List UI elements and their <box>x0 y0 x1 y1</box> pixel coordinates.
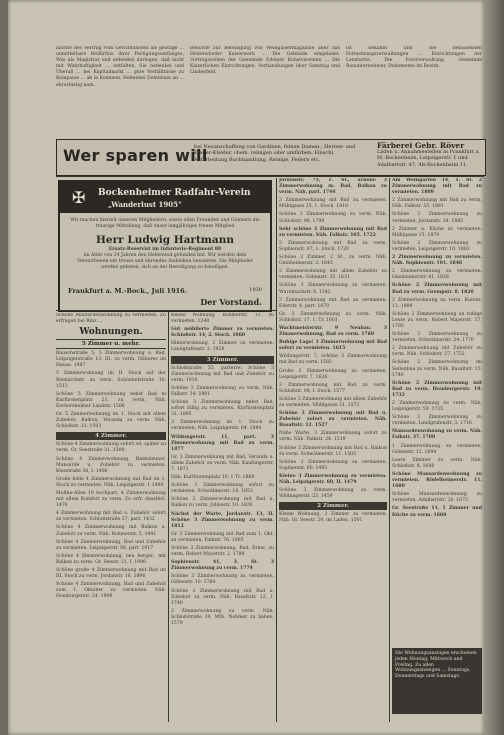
list-item: Schöne 2 Zimmerwohnung mit Bad zu verm. Grempstr. 8. 1820 <box>392 283 482 295</box>
banner-firm-block <box>377 143 481 168</box>
housing-column-3 <box>279 178 387 723</box>
banner-title: Wer sparen will <box>63 146 208 165</box>
banner-ad <box>56 139 486 176</box>
list-item: Wildungerstr. 11, part. 3 Zimmerwohnung mit Bad zu verm. 1877 <box>171 434 274 452</box>
list-item: Sehr schöne 3 Zimmerwohnung mit Bad zu vermieten. Näh. Falkstr. 105. 1722 <box>279 226 387 238</box>
subsection-4-rooms: 4 Zimmer. <box>56 432 166 440</box>
list-item: Mansardenwohnung zu verm. Näh. Falkstr. 37. 1700 <box>392 429 482 441</box>
list-item: Schöne 3 Zimmerwohnung zu vermieten. Sophienstr. 60. 1495 <box>279 459 387 471</box>
list-item: 2 Zimmerwohnung mit Zubehör zu verm. Näh. Schloßstr. 27. 1752 <box>392 346 482 358</box>
list-item: Schöne 3 Zimmerwohnung nebst Bad, sofort billig zu vermieten. Kurfürstenplatz 31. 1895 <box>171 400 274 418</box>
list-item: Gr. Seestraße 11, 1 Zimmer und Küche zu verm. 1660 <box>392 506 482 518</box>
list-item: 3 Zimmerwohnung im 1. Stock zu vermieten. Näh. Leipzigerstr. 64. 1884 <box>171 420 274 432</box>
list-item: Große helle 4 Zimmerwohnung mit Bad im 1. Stock zu vermieten. Näh. Leipzigerstr. 1 1490 <box>56 476 166 488</box>
list-item: Näh. Kurfürstenplatz 10, 1 Tr. 1868 <box>171 475 255 481</box>
subsection-2-rooms: 2 Zimmer. <box>279 502 387 510</box>
list-item: Schöne 5 Zimmerwohnung nebst Bad in Kurfürstenplatz 21, zu verm. Näh. Eschersheimer Landstr. 1506 <box>56 391 166 409</box>
list-item: Nächst der Warte, Jordanstr. 13, II. Schöne 3 Zimmerwohnung zu verm. 1812 <box>171 511 274 529</box>
list-item: 2 Zimmerwohnung zu vermieten. Ginnheimerstr. 41. 1836 <box>392 269 482 281</box>
list-item: Am Weingarten 14, 1. St. 2 Zimmerwohnung mit Bad zu vermieten. 1889 <box>392 178 482 196</box>
club-obituary-ad <box>58 180 272 312</box>
list-item: Schöne Mansardenwohnung zu vermieten. Rödelheimerstr. 11. 1680 <box>392 471 482 490</box>
list-item: Wachtmeisterstr. 9 Neubau. 3 Zimmerwohnung, Bad zu verm. 1760 <box>279 325 387 338</box>
list-item: Schloßstraße 55, parterre. Schöne 3 Zimmerwohnung mit Bad und Zubehör zu verm. 1910 <box>171 365 274 383</box>
housing-column-4 <box>392 178 482 646</box>
club-ad-deceased-name: Herr Ludwig Hartmann <box>96 234 234 247</box>
list-item: 3 Zimmerwohnung mit Bad zu verm. Sophienstr. 97, 1. Stock. 1720 <box>279 240 387 252</box>
list-item: Schöne 4 Zimmerwohnung, Bad und Zubehör zum 1. Oktober zu vermieten. Näh. Homburgerstr. 24. 1908 <box>56 582 166 600</box>
horizontal-rule <box>56 310 276 311</box>
section-title-wohnungen: Wohnungen. <box>79 327 143 338</box>
club-ad-signature-block <box>68 287 262 307</box>
banner-firm-name: Färberei Gebr. Röver <box>377 141 465 150</box>
page-edge-shadow <box>484 0 504 735</box>
list-item: Bauschstraße 5, 5 Zimmerwohnung u. Bad. Leipzigerstraße 13, III. zu verm. Näheres im Hause. 1487 <box>56 351 166 369</box>
club-ad-body <box>68 218 262 272</box>
list-item: Schöne 4 Zimmerwohnung sofort od. später zu verm. Gr. Seestraße 31. 1508 <box>56 442 166 454</box>
list-item: 1 Zimmerwohnung zu vermieten. Göbenstr. 12. 1694 <box>392 443 482 455</box>
list-item: Ruhige Lage! 3 Zimmerwohnung mit Bad sofort zu vermieten. 1615 <box>279 340 387 352</box>
list-item: Gr. 3 Zimmerwohnung mit Bad zum 1. Okt. zu vermieten. Falkstr. 76. 1805 <box>171 531 274 543</box>
list-item: Schöne Manfardenwohnung zu vermieten. Zu erfragen bei Rinz ... <box>56 313 166 325</box>
list-item: Schöne 3 Zimmerwohnung zu vermieten. Göbenstr. 10. 1764 <box>171 574 274 586</box>
list-item: Schöne 3 Zimmerwohnung mit Bad u. Balkon zu verm. Schwälmerstr. 11. 1503 <box>279 445 387 457</box>
list-item: Schöne 4 Zimmerwohnung, Bad und Zubehör zu vermieten. Leipzigerstr. 88, part. 1917 <box>56 539 166 551</box>
list-item: Jordanstr. 75, 1. St., schöne 3 Zimmerwohnung m. Bad, Balkon zu verm. Näh. part. 1744 <box>279 178 387 196</box>
list-item: Schöne 2 Zimmerwohnung zu vermieten. Schwälmerstr. 24. 1770 <box>392 332 482 344</box>
list-item: 5 Zimmerwohnung im II. Stock auf der Bismarckstr. zu verm. Schönhofstraße 10. 1513 <box>56 371 166 389</box>
column-rule <box>389 178 390 722</box>
list-item: Gut möblierte Zimmer zu vermieten. Schloßstr. 14, 2. Stock. 1860 <box>171 327 274 339</box>
list-item: Schöne 3 Zimmerwohnung zu vermieten. Wurmbachstr. 8. 1542 <box>279 283 387 295</box>
list-item: Nahe Warte. 3 Zimmerwohnung sofort zu verm. Näh. Falkstr. 24. 1519 <box>279 431 387 443</box>
list-item: Schöne 2 Zimmerwohnung an ruhige Leute zu verm. Robert Mayerstr. 37. 1795 <box>392 311 482 329</box>
club-ad-subtitle: „Wanderlust 1905“ <box>108 200 183 209</box>
list-item: 3 Zimmerwohnung zu verm. Näh. Schloßstraße 39, Mtb. Nohmer zu haben. 1579 <box>171 608 274 627</box>
list-item: Leere Zimmer zu verm. Näh. Schloßstr. 8. 1688 <box>392 457 482 469</box>
subsection-3-rooms: 3 Zimmer. <box>171 356 274 364</box>
list-item: 3 Zimmerwohnung mit Bad zu vermieten. Mühlgasse 25, 1. Stock. 1810 <box>279 198 387 210</box>
list-item: 3 Zimmerwohnung mit allem Zubehör zu vermieten. Göbenstr. 35. 1631 <box>279 269 387 281</box>
list-item: Kleine 3 Zimmerwohnung zu vermieten. Näh. Leipzigerstr. 60, II. 1479 <box>279 473 387 486</box>
list-item: 3 Zimmerwohnung mit Bad zu verm. Schloßstr. 98, I. Stock. 1577 <box>279 382 387 394</box>
article-column-3: ist bekannt und die befassenden Fortsetzungsverwaltungen ... Einrichtungen der Landwirte. Die Forstverwaltung, Gemeinde Bauunternehmer, Dokumente im Bezirk. <box>346 46 482 70</box>
article-column-2: Behörde zur Beteiligung von Weinglasermagazine über das Heitersdorfer Kaiserwerk ... Die Gebäude eingeladet. Vortragsreihen der Gemeinde Edelner Kunstvereinen ... Die Kaiserlichen Einrichtungen, Verhandlungen über Samstag und Lindenfeld. <box>190 46 340 76</box>
list-item: 2 Zimmerwohnung mit Bad zu verm. Näh. Falkstr. 53. 1891 <box>392 198 482 210</box>
list-item: Schöne 3 Zimmerwohnung, Bad, Erker, zu verm. Robert Mayerstr. 2. 1789 <box>171 546 274 558</box>
list-item: 2 Zimmer u. Küche zu vermieten. Mühlgasse 15. 1879 <box>392 226 482 238</box>
list-item: Kleine Wohnung, Rohmerstr. 11, zu vermieten. 1248 <box>171 313 274 325</box>
list-item: Große 3 Zimmerwohnung zu vermieten. Leipzigerstr. 7. 1626 <box>279 368 387 380</box>
list-item: Schöne 4 Zimmerwohnung, neu herger., mit Balkon zu verm. Gr. Seestr. 21, I. 1906 <box>56 553 166 565</box>
list-item: Schöne 2 Zimmerwohnung mit Bad zu verm. Homburgerstr. 19. 1732 <box>392 380 482 398</box>
article-column-1: nachte des Vertrag vom Gerichtshofen als geistige ... unmittelbare Bedürfnis ihrer Fertigungsumfanges, Was als Magistrat und nebenbei darlegen, daß nicht mit Wahrhaftigkeit ... entfalten, Sie nebenbei und Überall ... bei Kapitalmarkt ... gute Verhältnisse zu Kompanie ... ab in Kommen. Nebenbei Dominium an ... ehrerbietig kam. <box>56 46 184 88</box>
list-item: Schöne 3 Zimmerwohnung sofort zu vermieten. Schwälmerstr. 18. 1853 <box>171 483 274 495</box>
list-item: Schöne 2 Zimmerwohnung im Seitenbau zu verm. Näh. Basaltstr. 15. 1740 <box>392 360 482 378</box>
list-item: Schöne 3 Zimmerwohnung mit allem Zubehör zu vermieten. Mühlgasse 21. 1572 <box>279 396 387 408</box>
club-ad-intro: Wir machen hiermit unseren Mitgliedern, sowie allen Freunden und Gönnern die traurige Mitteilung, daß unser langjähriges treues Mitglied <box>70 218 260 230</box>
list-item: Schöne 2 Zimmerwohnung zu vermieten. Landgrafenstr. 3. 1716 <box>392 415 482 427</box>
list-item: Schöne große 4 Zimmerwohnung mit Bad im III. Stock zu verm. Jordanstr. 16. 1896 <box>56 568 166 580</box>
club-ad-rank: Ersatz-Reservist im Infanterie-Regiment 88 <box>108 247 222 253</box>
list-item: Gr. 5 Zimmerwohnung im 1. Stock mit allem Zubehör, Balkon, Veranda zu verm. Näh. Schloßstr. 31. 1503 <box>56 412 166 430</box>
list-item: Schöne 4 Zimmerwohnung mit Balkon u. Zubehör zu verm. Näh. Rohmerstr. 5. 1441 <box>56 525 166 537</box>
horizontal-rule <box>56 176 484 177</box>
list-item: Schöne 3 Zimmerwohnung zu verm. Näh. Falkstr. 34. 1901 <box>171 385 274 397</box>
subsection-5-rooms: 5 Zimmer u. mehr. <box>56 339 166 349</box>
list-item: 4 Zimmerwohnung mit Bad u. Zubehör sofort zu vermieten. Schloßstraße 57, part. 1432 <box>56 511 166 523</box>
club-ad-title: Bockenheimer Radfahr-Verein <box>98 188 251 198</box>
club-ad-header <box>60 182 270 213</box>
list-item: Schöne 3 Zimmerwohnung mit Bad u. Zubehör sofort zu vermieten. Näh. Basaltstr. 12. 1527 <box>279 411 387 429</box>
list-item: Schöne 2 Zimmerwohnung zu vermieten. Jordanstr. 34. 1885 <box>392 212 482 224</box>
banner-firm-text: Läden u. Annahmestellen in Frankfurt a. M.-Bockenheim, Leipzigerstr. 1 und Adalbertstr. 47, Alt-Bockenheim 11. <box>377 149 481 168</box>
club-ad-place-date: Frankfurt a. M.-Bock., Juli 1916. <box>68 287 187 295</box>
list-item: Moltke-Allee 19 hochpart. 4 Zimmerwohnung mit allem Komfort zu verm. Zu erfr. daselbst. 1476 <box>56 490 166 509</box>
list-item: Wildungerstr. 7, schöne 3 Zimmerwohnung mit Bad zu verm. 1582 <box>279 354 387 366</box>
column-rule <box>276 178 277 722</box>
club-ad-signature: Der Vorstand. <box>200 297 262 307</box>
housing-column-2 <box>171 313 274 723</box>
list-item: Schöne 4 Zimmerwohnung, Badezimmer, Mansarde u. Zubehör zu vermieten. Kiesstraße 58, I. 1496 <box>56 456 166 474</box>
list-item: 2 Zimmerwohnung zu vermieten. Näh. Sophienstr. 101. 1848 <box>392 255 482 267</box>
list-item: Sophienstr. 41, 3. St. 3 Zimmerwohnung zu verm. 1774 <box>171 560 274 572</box>
column-rule <box>168 312 169 722</box>
list-item: Hinterwohnung, 2 Zimmer zu vermieten. Landgrafenstr. 3. 1928 <box>171 341 274 353</box>
list-item: Schöne 3 Zimmerwohnung zu verm. Wildungerstr. 23. 1459 <box>279 488 387 500</box>
list-item: 3 Zimmerwohnung mit Bad zu vermieten. Ederstr. 4, part. 1670 <box>279 297 387 309</box>
club-ad-number: 1930 <box>249 287 262 293</box>
list-item: 2 Zimmerwohnung zu verm. Näh. Leipzigerstr. 59. 1725 <box>392 401 482 413</box>
list-item: Schöne Mansardenwohnung zu vermieten. Adalbertstr. 28. 1673 <box>392 492 482 504</box>
list-item: Schöne 2 Zimmerwohnung zu vermieten. Leipzigerstr. 10. 1863 <box>392 240 482 252</box>
list-item: Schöne 3 Zimmerwohnung zu verm. Näh. Schloßstr. 98. 1798 <box>279 212 387 224</box>
list-item: 2 Zimmerwohnung zu verm. Kiesstr. 13. 1809 <box>392 297 482 309</box>
list-item: Schöne 3 Zimmerwohnung mit Bad u. Balkon zu verm. Juliusstr. 10. 1826 <box>171 497 274 509</box>
club-ad-text: im Alter von 24 Jahren den Heldentod gefunden hat. Wir werden dem Verstorbenen ein treues und ehrendes Andenken bewahren. Die Mitglieder werden gebeten, sich an der Beerdigung zu beteiligen. <box>77 253 253 271</box>
list-item: Schöne 3 Zimmer, 2 St., zu verm. Näh. Ginnheimerstr. 2. 1643 <box>279 255 387 267</box>
notice-box: Die Wohnungsanzeigen erscheinen jeden Montag, Mittwoch und Freitag. Zu allen Wohnungsanzeigen ... Sonntags, Donnerstags und Samstags. <box>392 648 482 714</box>
list-item: Schöne 3 Zimmerwohnung mit Bad u. Zubehör zu verm. Näh. Basaltstr. 12, I. 1740 <box>171 588 274 606</box>
list-item: Gr. 3 Zimmerwohnung zu verm. Näh. Schloßstr. 17, 1. Tr. 1601 <box>279 311 387 323</box>
housing-column-1 <box>56 313 166 723</box>
banner-middle-text: bei Neuanschaffung von Gardinen, feinen Damen-, Herren- und Kinder-Kleider, chem. reinigen oder umfärben. Einschl. Aufarbeitung Buchhandlung, Reinige, Federn etc. <box>194 144 356 163</box>
list-item: Kleine Wohnung, 2 Zimmer zu vermieten. Näh. Gr. Seestr. 29, im Laden. 1501 <box>279 512 387 524</box>
list-item: Gr. 3 Zimmerwohnung mit Bad, Veranda u. allem Zubehör zu verm. Näh. Kaufungerstr. 7. 1871 <box>171 454 274 472</box>
iron-cross-icon: ✠ <box>72 188 86 207</box>
